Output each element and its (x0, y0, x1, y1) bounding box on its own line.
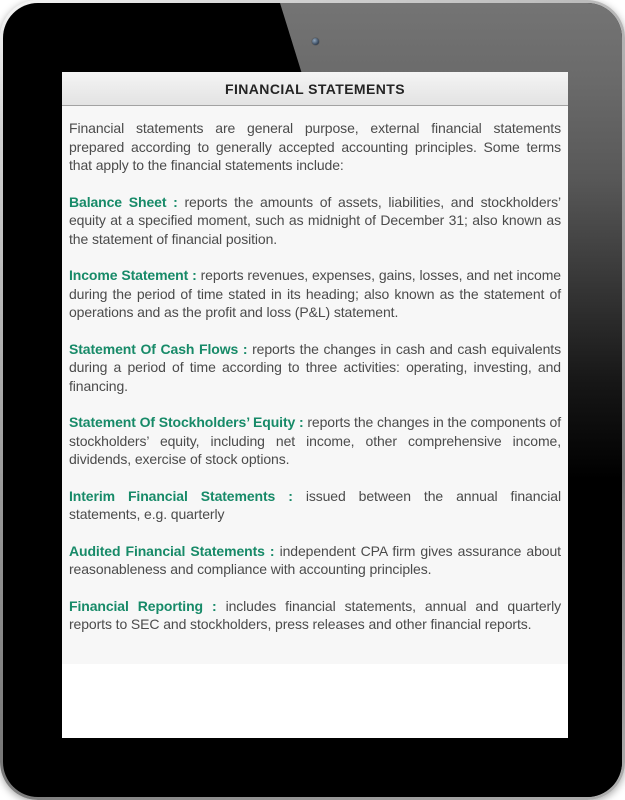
term-separator: : (203, 597, 226, 614)
term-entry (69, 597, 561, 634)
terms-list (69, 193, 561, 634)
page-header (62, 72, 568, 106)
tablet-bezel (3, 3, 622, 797)
term-entry (69, 542, 561, 579)
term-entry (69, 340, 561, 396)
term-separator: : (238, 340, 253, 357)
term-label: Interim Financial Statements (69, 487, 276, 504)
term-entry (69, 266, 561, 322)
term-label: Balance Sheet (69, 193, 167, 210)
front-camera-icon (312, 38, 319, 45)
term-separator: : (188, 267, 201, 283)
term-definition: independent CPA firm gives assurance about reasonableness and compliance with accounting principles. (69, 542, 561, 577)
term-label: Income Statement (69, 267, 189, 283)
term-entry (69, 487, 561, 524)
term-definition: issued between the annual financial statements, e.g. quarterly (69, 487, 561, 522)
term-entry (69, 413, 561, 469)
term-label: Audited Financial Statements (69, 542, 265, 559)
term-label: Statement Of Stockholders’ Equity (69, 414, 296, 430)
term-separator: : (166, 193, 185, 210)
term-definition: reports the changes in the components of stockholders’ equity, including net income, other comprehensive income, dividends, exercise of stock options. (69, 414, 561, 467)
term-separator: : (295, 414, 308, 430)
article-content (62, 106, 568, 664)
term-entry (69, 193, 561, 249)
page-title: FINANCIAL STATEMENTS (225, 80, 405, 97)
tablet-screen (62, 72, 568, 738)
intro-paragraph: Financial statements are general purpose, external financial statements prepared according to generally accepted accounting principles. Some terms that apply to the financial statements include: (69, 120, 561, 173)
term-definition: reports the amounts of assets, liabilities, and stockholders’ equity at a specified moment, such as midnight of December 31; also known as the statement of financial position. (69, 193, 561, 247)
term-label: Statement Of Cash Flows (69, 340, 239, 357)
term-definition: reports revenues, expenses, gains, losses, and net income during the period of time stated in its heading; also known as the statement of operations and as the profit and loss (P&L) statement. (69, 267, 561, 320)
term-separator: : (275, 487, 306, 504)
term-separator: : (264, 542, 280, 559)
term-label: Financial Reporting (69, 597, 203, 614)
term-definition: reports the changes in cash and cash equivalents during a period of time according to three activities: operating, investing, and financing. (69, 340, 561, 394)
term-definition: includes financial statements, annual and quarterly reports to SEC and stockholders, press releases and other financial reports. (69, 597, 561, 632)
